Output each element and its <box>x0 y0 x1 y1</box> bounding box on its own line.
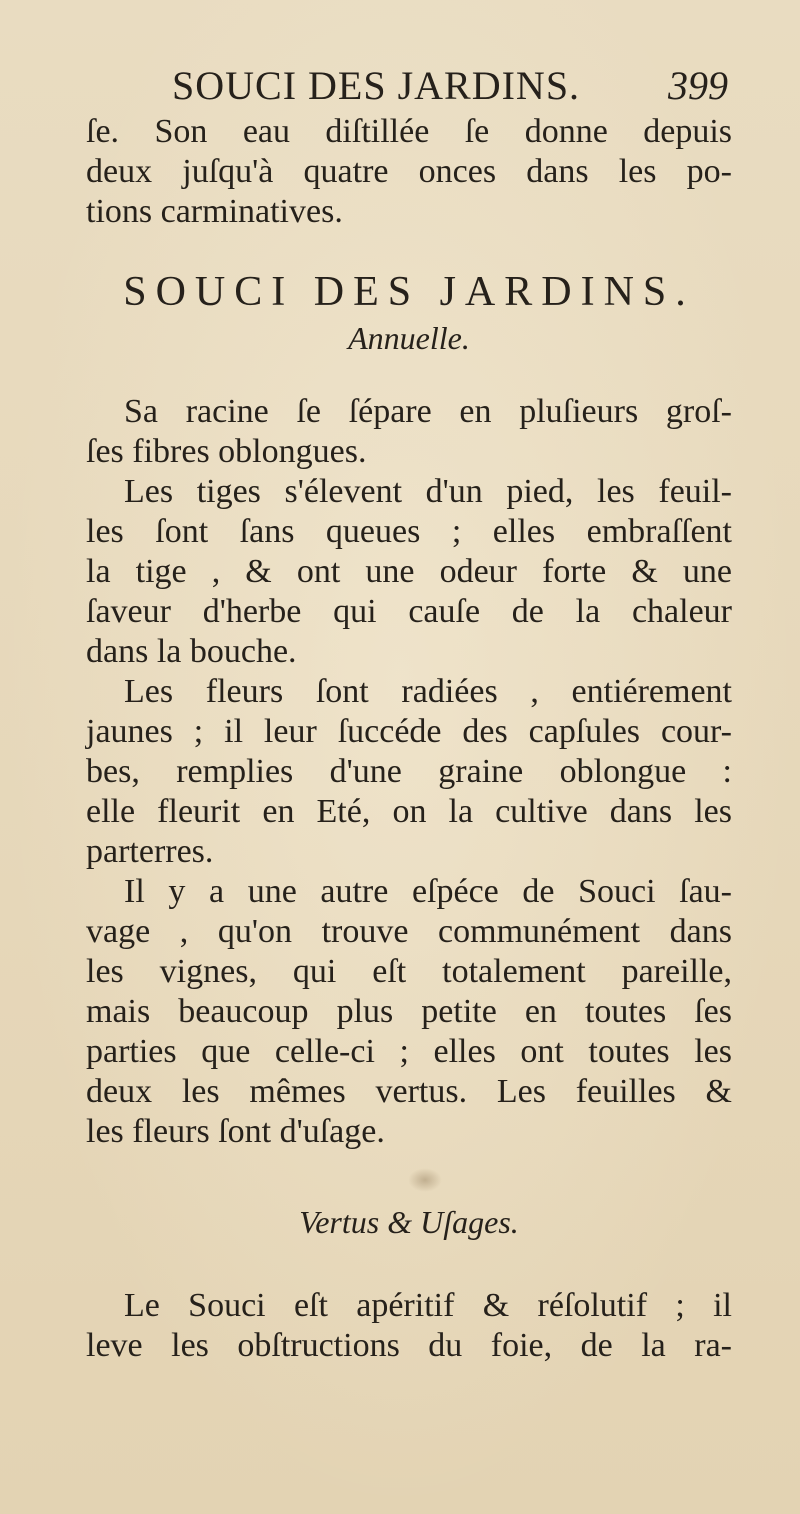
text-line: ſaveur d'herbe qui cauſe de la chaleur <box>86 593 732 630</box>
text-line: tions carminatives. <box>86 193 343 230</box>
entry-subheading: Annuelle. <box>348 320 470 356</box>
description-body <box>86 392 732 1152</box>
text-line: dans la bouche. <box>86 633 297 670</box>
text-line: bes, remplies d'une graine oblongue : <box>86 753 732 790</box>
text-line: Sa racine ſe ſépare en pluſieurs groſ- <box>124 393 732 430</box>
virtues-paragraph <box>86 1286 732 1366</box>
text-line: les vignes, qui eſt totalement pareille, <box>86 953 732 990</box>
entry-heading: SOUCI DES JARDINS. <box>123 269 695 315</box>
text-line: parterres. <box>86 833 214 870</box>
text-line: les fleurs ſont d'uſage. <box>86 1113 385 1150</box>
text-line: Le Souci eſt apéritif & réſolutif ; il <box>124 1287 732 1324</box>
text-line: Les fleurs ſont radiées , entiérement <box>124 673 732 710</box>
text-line: Les tiges s'élevent d'un pied, les feuil- <box>124 473 732 510</box>
section-heading: Vertus & Uſages. <box>299 1204 519 1240</box>
text-line: la tige , & ont une odeur forte & une <box>86 553 732 590</box>
text-line: leve les obſtructions du foie, de la ra- <box>86 1327 732 1364</box>
text-line: elle fleurit en Eté, on la cultive dans les <box>86 793 732 830</box>
text-line: deux juſqu'à quatre onces dans les po- <box>86 153 732 190</box>
running-head <box>86 62 732 112</box>
text-line: parties que celle-ci ; elles ont toutes les <box>86 1033 732 1070</box>
intro-paragraph <box>86 112 732 232</box>
text-line: les ſont ſans queues ; elles embraſſent <box>86 513 732 550</box>
text-line: deux les mêmes vertus. Les feuilles & <box>86 1073 732 1110</box>
ink-smudge <box>408 1168 442 1192</box>
text-line: Il y a une autre eſpéce de Souci ſau- <box>124 873 732 910</box>
page-number: 399 <box>668 63 728 108</box>
text-line: ſes fibres oblongues. <box>86 433 367 470</box>
text-line: ſe. Son eau diſtillée ſe donne depuis <box>86 113 732 150</box>
text-line: mais beaucoup plus petite en toutes ſes <box>86 993 732 1030</box>
running-head-title: SOUCI DES JARDINS. <box>172 63 581 108</box>
text-line: vage , qu'on trouve communément dans <box>86 913 732 950</box>
text-line: jaunes ; il leur ſuccéde des capſules cour- <box>86 713 732 750</box>
